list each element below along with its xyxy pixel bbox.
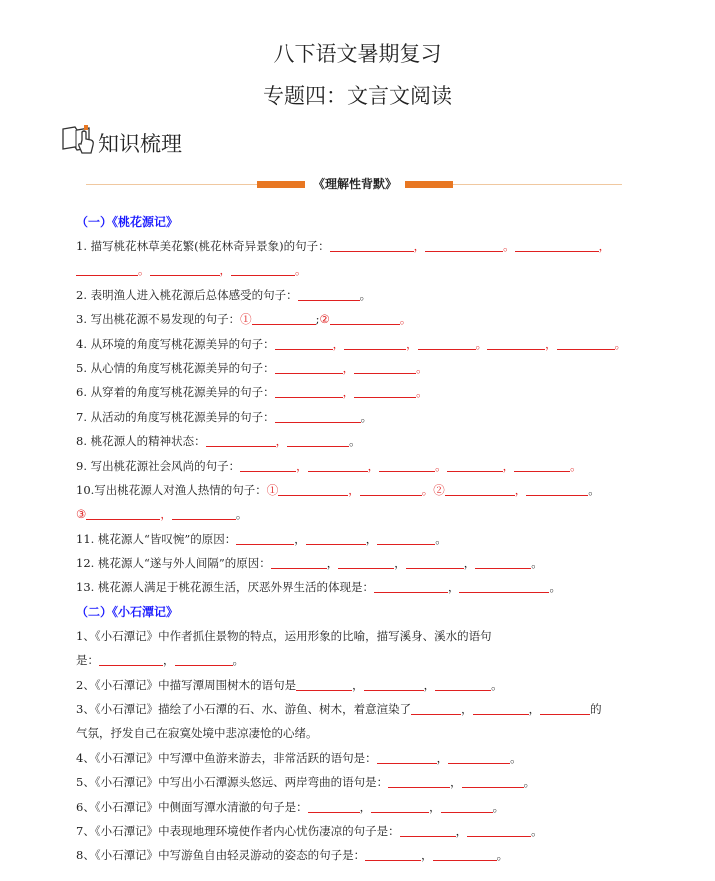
question: 气氛，抒发自己在寂寞处境中悲凉凄怆的心绪。 [76, 726, 318, 741]
answer-blank[interactable] [354, 383, 416, 398]
answer-blank[interactable] [175, 651, 233, 666]
answer-blank[interactable] [515, 237, 599, 252]
answer-blank[interactable] [448, 749, 510, 764]
answer-blank[interactable] [459, 578, 549, 593]
answer-blank[interactable] [475, 554, 531, 569]
question: 7. 从活动的角度写桃花源美异的句子： 。 [76, 409, 373, 424]
answer-blank[interactable] [240, 457, 296, 472]
content [76, 210, 676, 868]
answer-blank[interactable] [271, 554, 327, 569]
question: 4. 从环境的角度写桃花源美异的句子： ， ， 。 ， 。 [76, 336, 627, 351]
question: 6、《小石潭记》中侧面写潭水清澈的句子是： ， ， 。 [76, 799, 505, 814]
answer-blank[interactable] [377, 530, 435, 545]
answer-blank[interactable] [473, 700, 529, 715]
question: 5. 从心情的角度写桃花源美异的句子： ， 。 [76, 360, 428, 375]
section-header [60, 120, 182, 160]
section-title: 知识梳理 [98, 132, 182, 156]
answer-blank[interactable] [374, 578, 448, 593]
subsection-heading: （二）《小石潭记》 [76, 604, 179, 619]
answer-blank[interactable] [330, 310, 400, 325]
answer-blank[interactable] [252, 310, 316, 325]
question: 。 ， 。 [76, 258, 676, 282]
answer-blank[interactable] [172, 505, 236, 520]
answer-blank[interactable] [278, 481, 348, 496]
question: 13. 桃花源人满足于桃花源生活，厌恶外界生活的体现是： ， 。 [76, 580, 561, 595]
answer-blank[interactable] [76, 261, 138, 276]
answer-blank[interactable] [435, 676, 491, 691]
answer-blank[interactable] [360, 481, 422, 496]
answer-blank[interactable] [557, 335, 615, 350]
question: 7、《小石潭记》中表现地理环境使作者内心忧伤凄凉的句子是： ， 。 [76, 823, 543, 838]
question: 8. 桃花源人的精神状态： ， 。 [76, 434, 361, 449]
question: 3、《小石潭记》描绘了小石潭的石、水、游鱼、树木，着意渲染了 ， ， 的 [76, 702, 602, 717]
subsection-heading: （一）《桃花源记》 [76, 215, 179, 229]
answer-blank[interactable] [150, 261, 220, 276]
answer-blank[interactable] [379, 457, 435, 472]
answer-blank[interactable] [354, 359, 416, 374]
answer-blank[interactable] [406, 554, 464, 569]
answer-blank[interactable] [296, 676, 352, 691]
question: 9. 写出桃花源社会风尚的句子： ， ， 。 ， 。 [76, 458, 582, 473]
answer-blank[interactable] [433, 846, 497, 861]
answer-blank[interactable] [462, 773, 524, 788]
question: 12. 桃花源人“遂与外人间隔”的原因： ， ， ， 。 [76, 556, 543, 571]
page-title: 八下语文暑期复习 [273, 42, 442, 66]
answer-blank[interactable] [275, 335, 333, 350]
question: 3. 写出桃花源不易发现的句子：① ;② 。 [76, 312, 412, 327]
answer-blank[interactable] [447, 457, 503, 472]
question: 4、《小石潭记》中写潭中鱼游来游去，非常活跃的语句是： ， 。 [76, 750, 522, 765]
answer-blank[interactable] [441, 798, 493, 813]
answer-blank[interactable] [388, 773, 450, 788]
answer-blank[interactable] [308, 798, 360, 813]
answer-blank[interactable] [344, 335, 406, 350]
answer-blank[interactable] [487, 335, 545, 350]
answer-blank[interactable] [364, 676, 424, 691]
question: 2. 表明渔人进入桃花源后总体感受的句子： 。 [76, 287, 372, 302]
answer-blank[interactable] [467, 822, 531, 837]
question: 8、《小石潭记》中写游鱼自由轻灵游动的姿态的句子是： ， 。 [76, 848, 509, 863]
answer-blank[interactable] [206, 432, 276, 447]
answer-blank[interactable] [308, 457, 368, 472]
answer-blank[interactable] [400, 822, 456, 837]
answer-blank[interactable] [540, 700, 590, 715]
page-subtitle: 专题四：文言文阅读 [263, 84, 452, 108]
divider [86, 176, 622, 192]
question: 1. 描写桃花林草美花繁(桃花林奇异景象)的句子： ， 。 ， [76, 239, 611, 253]
answer-blank[interactable] [236, 530, 294, 545]
answer-blank[interactable] [298, 286, 360, 301]
question: 是： ， 。 [76, 653, 244, 668]
answer-blank[interactable] [445, 481, 515, 496]
answer-blank[interactable] [275, 383, 343, 398]
answer-blank[interactable] [371, 798, 429, 813]
question: 11. 桃花源人“皆叹惋”的原因： ， ， 。 [76, 531, 447, 546]
answer-blank[interactable] [411, 700, 461, 715]
divider-label: 《理解性背默》 [305, 176, 405, 192]
answer-blank[interactable] [287, 432, 349, 447]
answer-blank[interactable] [365, 846, 421, 861]
question: 1、《小石潭记》中作者抓住景物的特点，运用形象的比喻，描写溪身、溪水的语句 [76, 628, 492, 643]
answer-blank[interactable] [377, 749, 437, 764]
answer-blank[interactable] [99, 651, 163, 666]
answer-blank[interactable] [86, 505, 160, 520]
answer-blank[interactable] [306, 530, 366, 545]
answer-blank[interactable] [526, 481, 588, 496]
question: ③ ， 。 [76, 507, 248, 522]
answer-blank[interactable] [418, 335, 476, 350]
book-pointer-icon [60, 122, 96, 158]
answer-blank[interactable] [425, 237, 503, 252]
answer-blank[interactable] [514, 457, 570, 472]
answer-blank[interactable] [231, 261, 295, 276]
answer-blank[interactable] [338, 554, 394, 569]
question: 6. 从穿着的角度写桃花源美异的句子： ， 。 [76, 385, 428, 400]
question: 5、《小石潭记》中写出小石潭源头悠远、两岸弯曲的语句是： ， 。 [76, 775, 536, 790]
question: 10.写出桃花源人对渔人热情的句子：① ， 。② ， 。 [76, 482, 600, 497]
answer-blank[interactable] [275, 408, 361, 423]
answer-blank[interactable] [330, 237, 414, 252]
question: 2、《小石潭记》中描写潭周围树木的语句是 ， ， 。 [76, 677, 503, 692]
answer-blank[interactable] [275, 359, 343, 374]
